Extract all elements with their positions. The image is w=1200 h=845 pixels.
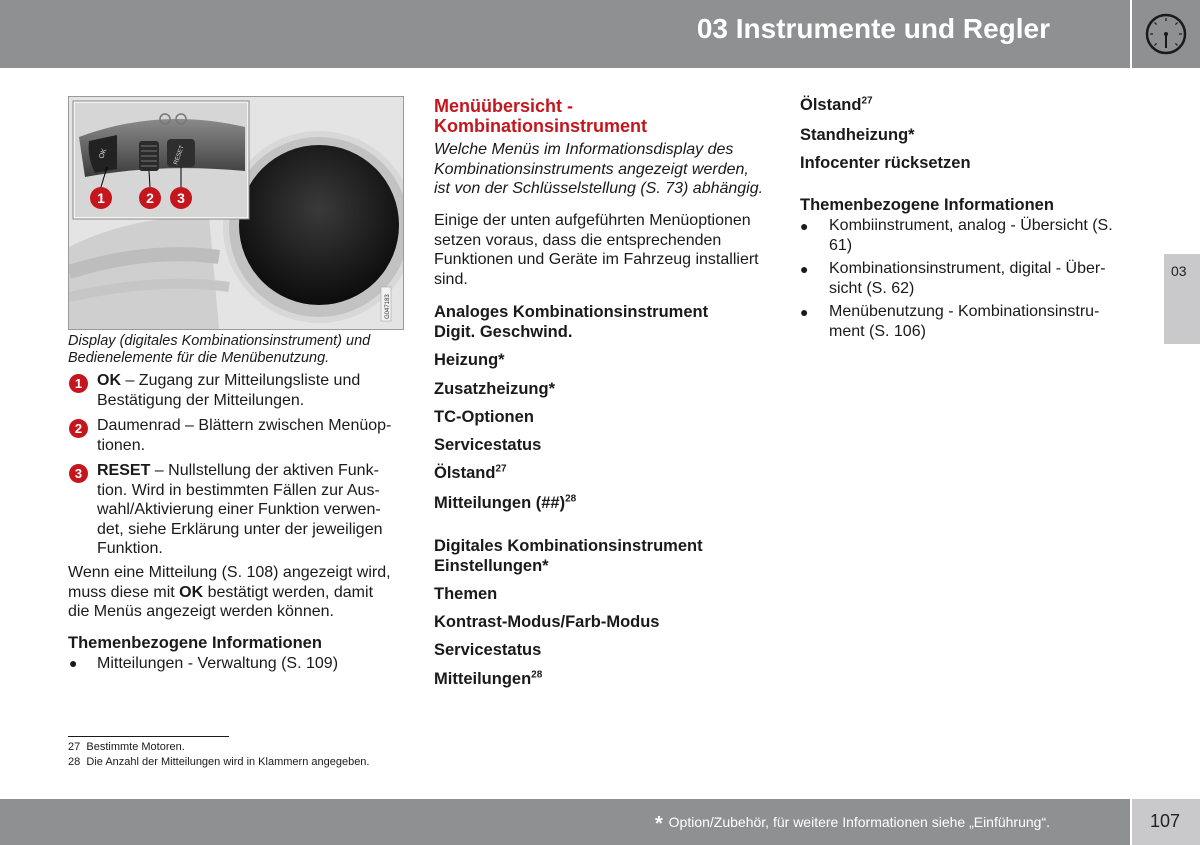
marker-2-label: 2: [146, 190, 154, 206]
item-2: [97, 416, 391, 455]
bullet-icon: ●: [800, 261, 809, 277]
bullet-icon: ●: [800, 304, 809, 320]
menu-item-service-status: Servicestatus: [434, 436, 542, 454]
section-heading: [434, 96, 647, 136]
related-link-messages[interactable]: Mitteilungen - Verwaltung (S. 109): [97, 655, 339, 672]
menu-item-oil-level-col3: [800, 96, 873, 115]
oil-level-col3-label: Ölstand: [800, 96, 862, 114]
item-3-line-5: Funktion.: [97, 540, 163, 557]
item-3-badge: 3: [69, 464, 88, 483]
item-3-bold: RESET: [97, 462, 151, 479]
chapter-title: 03 Instrumente und Regler: [696, 13, 1050, 44]
item-1-badge: 1: [69, 374, 88, 393]
message-paragraph: [68, 563, 391, 622]
intro-line-3: ist von der Schlüsselstellung (S. 73) abhängig.: [434, 180, 764, 197]
messages-digital-label: Mitteilungen: [434, 670, 532, 688]
figure-marker-3: [170, 187, 192, 209]
footnote-ref-28-digital: 28: [531, 669, 543, 681]
related-3-line-2: ment (S. 106): [829, 322, 926, 340]
figure-marker-2: [139, 187, 161, 209]
footnote-27-text: Bestimmte Motoren.: [86, 741, 185, 753]
figure-marker-1: [90, 187, 112, 209]
menu-item-aux-heating: Zusatzheizung*: [434, 380, 556, 398]
gauge-icon: [1132, 0, 1200, 68]
oil-level-label: Ölstand: [434, 464, 496, 482]
footer-bar: [0, 799, 1130, 845]
message-line-2-ok: OK: [179, 583, 204, 601]
instrument-figure: [68, 96, 404, 330]
req-line-1: Einige der unten aufgeführten Menüoptionen: [434, 212, 751, 229]
menu-item-infocenter-reset: Infocenter rücksetzen: [800, 154, 971, 172]
figure-code: G047183: [385, 294, 391, 319]
menu-item-contrast-mode: Kontrast-Modus/Farb-Modus: [434, 613, 660, 631]
item-2-line-2: tionen.: [97, 436, 146, 454]
messages-label: Mitteilungen (##): [434, 494, 566, 512]
figure-caption: Display (digitales Kombinationsinstrument) und Bedienelemente für die Menübenutzung.: [68, 333, 371, 366]
section-heading-line-1: Menüübersicht -: [434, 96, 574, 116]
menu-item-messages-digital: [434, 670, 542, 689]
analog-heading: Analoges Kombinationsinstrument: [434, 303, 709, 321]
related-2-line-1: Kombinationsinstrument, digital - Über-: [829, 260, 1106, 277]
asterisk-symbol: *: [654, 813, 663, 835]
footnote-ref-27-col3: 27: [861, 95, 873, 107]
item-1-bold: OK: [97, 372, 121, 389]
related-link-digital-overview[interactable]: [829, 259, 1106, 298]
footnote-rule: [68, 736, 229, 737]
col3-related-heading: Themenbezogene Informationen: [800, 196, 1054, 214]
message-line-2a: muss diese mit: [68, 583, 180, 601]
item-3-line-3: wahl/Aktivierung einer Funktion verwen-: [97, 501, 381, 518]
req-line-4: sind.: [434, 270, 468, 288]
item-2-line-1: Daumenrad – Blättern zwischen Menüop-: [97, 417, 392, 434]
figure-illustration: [69, 97, 403, 329]
side-tab-label: 03: [1171, 263, 1187, 279]
marker-3-label: 3: [177, 190, 185, 206]
reset-button-label: RESET: [173, 144, 186, 166]
page-number-box: [1132, 799, 1200, 845]
digital-heading: Digitales Kombinationsinstrument: [434, 537, 703, 555]
footnote-ref-27: 27: [495, 463, 507, 475]
intro-line-2: Kombinationsinstruments angezeigt werden,: [434, 160, 749, 178]
menu-item-digit-speed: Digit. Geschwind.: [434, 323, 573, 341]
item-2-badge: 2: [69, 419, 88, 438]
col1-related-heading: Themenbezogene Informationen: [68, 634, 322, 652]
menu-item-service-status-digital: Servicestatus: [434, 641, 542, 659]
footnote-28-text: Die Anzahl der Mitteilungen wird in Klammern angegeben.: [86, 756, 370, 768]
footnote-27-num: 27: [68, 741, 81, 753]
intro-line-1: Welche Menüs im Informationsdisplay des: [434, 141, 734, 158]
section-heading-line-2: Kombinationsinstrument: [434, 116, 648, 136]
page-number: 107: [1150, 811, 1181, 831]
footer-note-text: Option/Zubehör, für weitere Informationen siehe „Einführung“.: [668, 814, 1050, 830]
chapter-icon-box: [1132, 0, 1200, 68]
menu-item-settings: Einstellungen*: [434, 557, 549, 575]
req-line-2: setzen voraus, dass die entsprechenden: [434, 231, 722, 249]
related-1-line-2: 61): [829, 236, 853, 254]
header-bar: [0, 0, 1130, 68]
item-1-line-1: – Zugang zur Mitteilungsliste und: [121, 372, 361, 389]
item-1-line-2: Bestätigung der Mitteilungen.: [97, 391, 305, 409]
item-3-line-1: – Nullstellung der aktiven Funk-: [150, 462, 379, 479]
item-1: [97, 371, 360, 410]
related-link-menu-usage[interactable]: [829, 302, 1099, 341]
related-1-line-1: Kombiinstrument, analog - Übersicht (S.: [829, 217, 1113, 234]
chapter-side-tab: [1164, 254, 1200, 344]
footnote-ref-28: 28: [565, 493, 577, 505]
related-link-analog-overview[interactable]: [829, 216, 1113, 255]
footer-note: [655, 813, 1050, 836]
related-2-line-2: sicht (S. 62): [829, 279, 915, 297]
menu-item-parking-heater: Standheizung*: [800, 126, 915, 144]
item-3-line-2: tion. Wird in bestimmten Fällen zur Aus-: [97, 481, 380, 499]
req-line-3: Funktionen und Geräte im Fahrzeug installiert: [434, 251, 759, 268]
menu-item-tc-options: TC-Optionen: [434, 408, 534, 426]
footnote-28: [68, 756, 369, 768]
message-line-1: Wenn eine Mitteilung (S. 108) angezeigt wird,: [68, 564, 391, 581]
menu-item-heating: Heizung*: [434, 351, 505, 369]
ok-button-label: OK: [98, 147, 109, 160]
footnote-28-num: 28: [68, 756, 81, 768]
bullet-icon: ●: [800, 218, 809, 234]
requirements-paragraph: [434, 211, 759, 289]
related-3-line-1: Menübenutzung - Kombinationsinstru-: [829, 303, 1100, 320]
bullet-icon: ●: [69, 655, 78, 671]
intro-italic: [434, 140, 763, 199]
item-3-line-4: det, siehe Erklärung unter der jeweiligen: [97, 520, 383, 538]
marker-1-label: 1: [97, 190, 105, 206]
menu-item-themes: Themen: [434, 585, 498, 603]
footnote-27: [68, 741, 185, 753]
menu-item-oil-level: [434, 464, 507, 483]
message-line-3: die Menüs angezeigt werden können.: [68, 603, 334, 620]
message-line-2c: bestätigt werden, damit: [203, 583, 374, 601]
item-3: [97, 461, 383, 559]
menu-item-messages: [434, 494, 576, 513]
